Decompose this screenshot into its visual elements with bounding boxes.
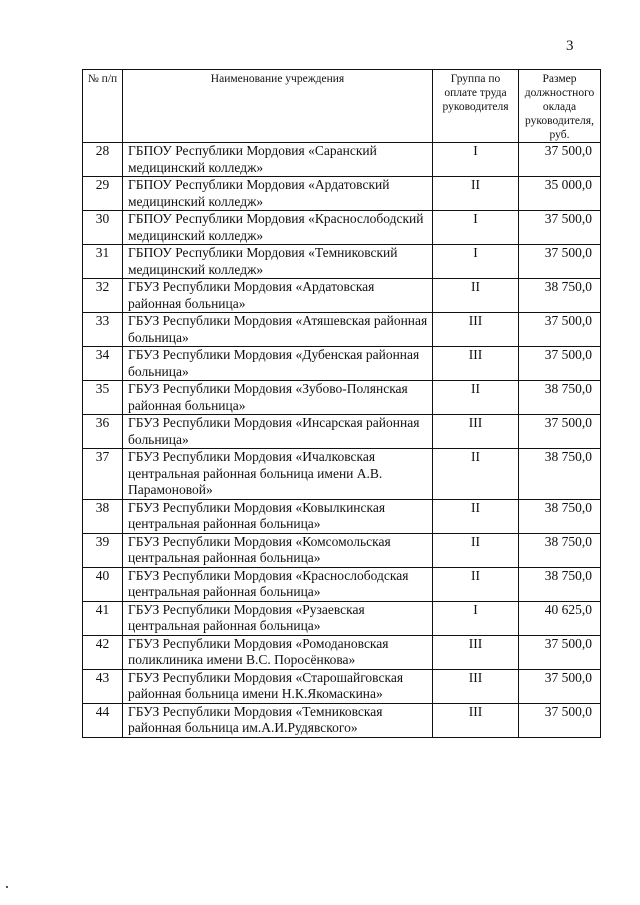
pay-group: II: [433, 449, 519, 500]
salary-amount: 40 625,0: [519, 601, 601, 635]
salary-amount: 38 750,0: [519, 533, 601, 567]
institution-name: ГБУЗ Республики Мордовия «Ардатовская районная больница»: [123, 279, 433, 313]
table-row: [83, 381, 601, 415]
table-body: [83, 143, 601, 738]
pay-group: I: [433, 143, 519, 177]
row-number: 38: [83, 499, 123, 533]
institution-name: ГБУЗ Республики Мордовия «Инсарская районная больница»: [123, 415, 433, 449]
institution-name: ГБУЗ Республики Мордовия «Старошайговская районная больница имени Н.К.Якомаскина»: [123, 669, 433, 703]
table-row: [83, 415, 601, 449]
institution-name: ГБУЗ Республики Мордовия «Темниковская районная больница им.А.И.Рудявского»: [123, 703, 433, 737]
pay-group: II: [433, 381, 519, 415]
salary-amount: 38 750,0: [519, 381, 601, 415]
pay-group: III: [433, 669, 519, 703]
row-number: 44: [83, 703, 123, 737]
salary-amount: 37 500,0: [519, 415, 601, 449]
row-number: 41: [83, 601, 123, 635]
table-row: [83, 143, 601, 177]
table-header-row: [83, 70, 601, 143]
table-row: [83, 567, 601, 601]
salary-amount: 37 500,0: [519, 669, 601, 703]
row-number: 33: [83, 313, 123, 347]
table-row: [83, 245, 601, 279]
header-name: Наименование учреждения: [123, 70, 433, 143]
institution-name: ГБУЗ Республики Мордовия «Зубово-Полянская районная больница»: [123, 381, 433, 415]
pay-group: III: [433, 635, 519, 669]
row-number: 39: [83, 533, 123, 567]
table-row: [83, 449, 601, 500]
pay-group: II: [433, 567, 519, 601]
institution-name: ГБПОУ Республики Мордовия «Краснослободский медицинский колледж»: [123, 211, 433, 245]
institution-name: ГБУЗ Республики Мордовия «Комсомольская центральная районная больница»: [123, 533, 433, 567]
row-number: 34: [83, 347, 123, 381]
page-number: 3: [566, 38, 574, 54]
table-row: [83, 499, 601, 533]
pay-group: II: [433, 177, 519, 211]
table-row: [83, 177, 601, 211]
row-number: 40: [83, 567, 123, 601]
salary-amount: 37 500,0: [519, 143, 601, 177]
institution-name: ГБПОУ Республики Мордовия «Саранский медицинский колледж»: [123, 143, 433, 177]
institution-name: ГБУЗ Республики Мордовия «Ичалковская центральная районная больница имени А.В. Парамоновой»: [123, 449, 433, 500]
pay-group: I: [433, 245, 519, 279]
institution-name: ГБУЗ Республики Мордовия «Краснослободская центральная районная больница»: [123, 567, 433, 601]
table-row: [83, 703, 601, 737]
table-row: [83, 635, 601, 669]
institution-name: ГБУЗ Республики Мордовия «Рузаевская центральная районная больница»: [123, 601, 433, 635]
row-number: 42: [83, 635, 123, 669]
salary-amount: 38 750,0: [519, 567, 601, 601]
table-row: [83, 533, 601, 567]
salary-amount: 37 500,0: [519, 245, 601, 279]
scan-speck: [6, 886, 8, 888]
salary-amount: 37 500,0: [519, 347, 601, 381]
row-number: 30: [83, 211, 123, 245]
salary-amount: 35 000,0: [519, 177, 601, 211]
pay-group: III: [433, 415, 519, 449]
salary-amount: 37 500,0: [519, 211, 601, 245]
pay-group: III: [433, 703, 519, 737]
salary-amount: 37 500,0: [519, 703, 601, 737]
table-row: [83, 669, 601, 703]
header-group: Группа по оплате труда руководителя: [433, 70, 519, 143]
institution-name: ГБУЗ Республики Мордовия «Дубенская районная больница»: [123, 347, 433, 381]
pay-group: III: [433, 313, 519, 347]
row-number: 35: [83, 381, 123, 415]
table-row: [83, 211, 601, 245]
pay-group: II: [433, 499, 519, 533]
pay-group: I: [433, 211, 519, 245]
header-number: № п/п: [83, 70, 123, 143]
table-row: [83, 601, 601, 635]
salary-amount: 38 750,0: [519, 499, 601, 533]
row-number: 32: [83, 279, 123, 313]
pay-group: II: [433, 279, 519, 313]
row-number: 43: [83, 669, 123, 703]
table-row: [83, 279, 601, 313]
institution-name: ГБПОУ Республики Мордовия «Ардатовский медицинский колледж»: [123, 177, 433, 211]
row-number: 31: [83, 245, 123, 279]
pay-group: II: [433, 533, 519, 567]
institution-name: ГБУЗ Республики Мордовия «Атяшевская районная больница»: [123, 313, 433, 347]
institution-name: ГБПОУ Республики Мордовия «Темниковский медицинский колледж»: [123, 245, 433, 279]
table-row: [83, 313, 601, 347]
row-number: 36: [83, 415, 123, 449]
salary-amount: 37 500,0: [519, 635, 601, 669]
row-number: 37: [83, 449, 123, 500]
salary-table: [82, 69, 601, 738]
header-salary: Размер должностного оклада руководителя, руб.: [519, 70, 601, 143]
table-row: [83, 347, 601, 381]
salary-amount: 38 750,0: [519, 279, 601, 313]
pay-group: I: [433, 601, 519, 635]
institution-name: ГБУЗ Республики Мордовия «Ромодановская поликлиника имени В.С. Поросёнкова»: [123, 635, 433, 669]
institution-name: ГБУЗ Республики Мордовия «Ковылкинская центральная районная больница»: [123, 499, 433, 533]
pay-group: III: [433, 347, 519, 381]
row-number: 28: [83, 143, 123, 177]
salary-amount: 38 750,0: [519, 449, 601, 500]
salary-amount: 37 500,0: [519, 313, 601, 347]
row-number: 29: [83, 177, 123, 211]
